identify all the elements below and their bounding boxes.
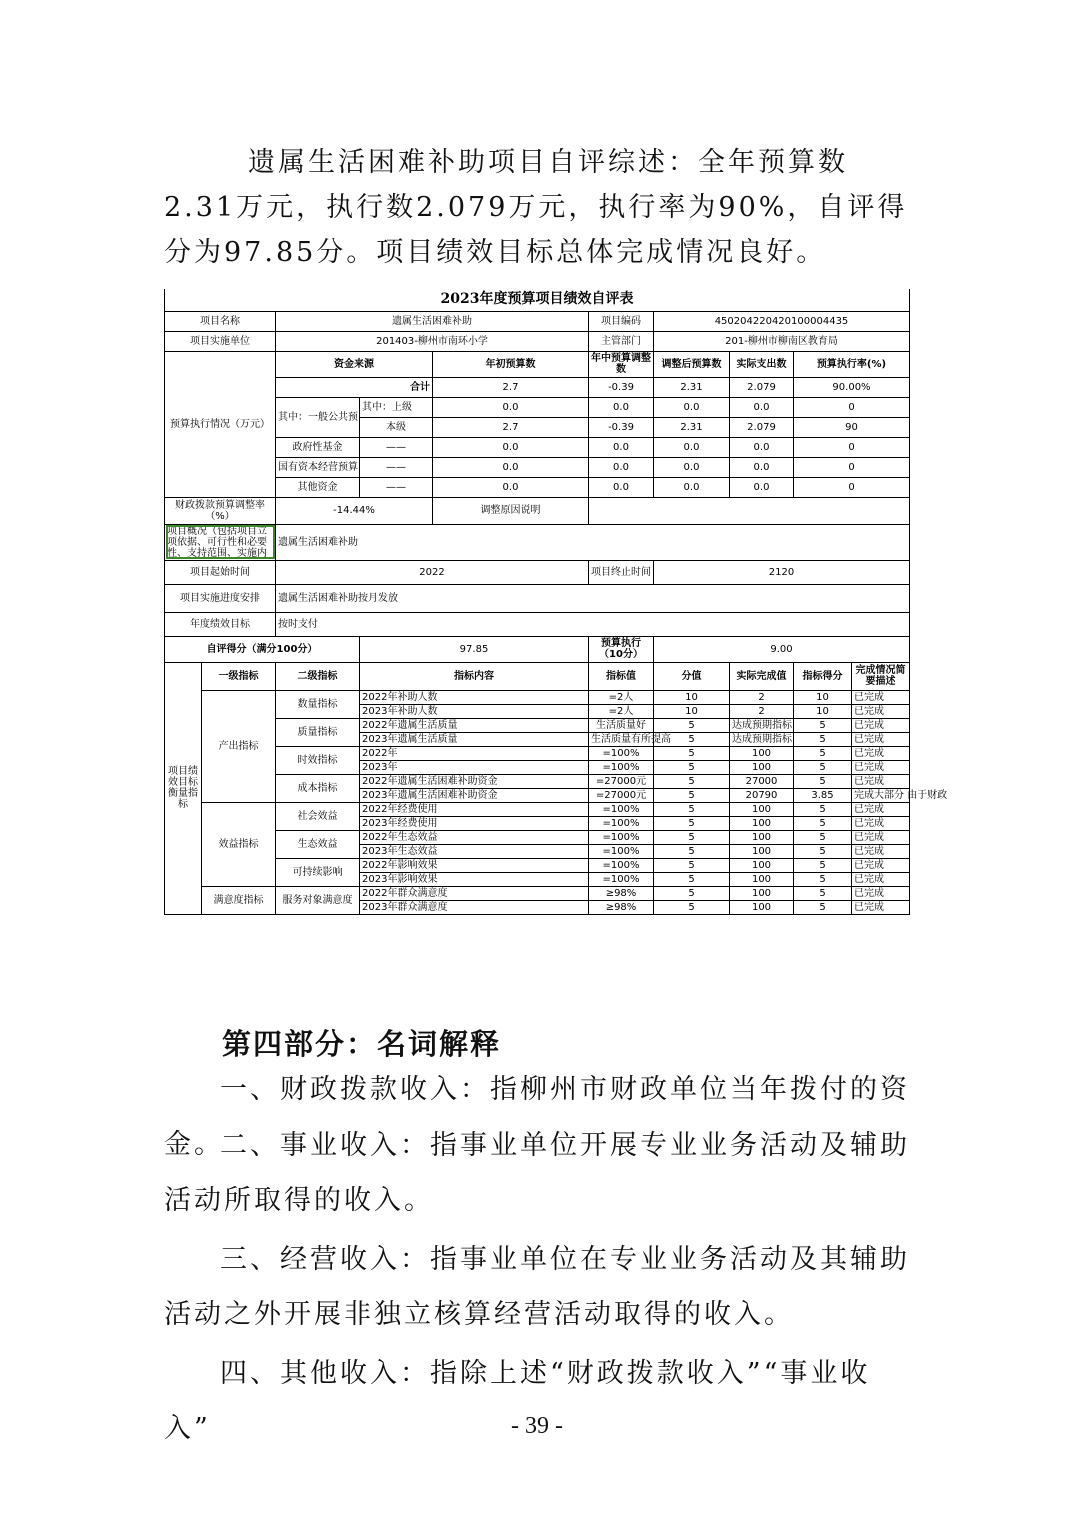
label-exec-score: 预算执行（10分）: [589, 636, 654, 662]
dept: 201-柳州市柳南区教育局: [654, 331, 910, 351]
ind-got: 10: [794, 690, 852, 704]
ind-desc: [852, 788, 948, 802]
ind-value: 生活质量好: [589, 718, 654, 732]
ind-actual: 100: [730, 816, 794, 830]
exec-score: 9.00: [654, 636, 910, 662]
ind-actual: 100: [730, 802, 794, 816]
label-overview: 项目概况（包括项目立项依据、可行性和必要性、支持范围、实施内: [165, 524, 276, 560]
ind-hdr-value: 指标值: [589, 662, 654, 690]
ind-got: 5: [794, 830, 852, 844]
ind-score: 5: [654, 746, 730, 760]
total-actual: 2.079: [730, 377, 794, 397]
ind-score: 5: [654, 900, 730, 914]
ind-value: =27000元: [589, 788, 654, 802]
ind-score: 5: [654, 732, 730, 746]
local-initial: 2.7: [433, 417, 589, 437]
ind-score: 5: [654, 802, 730, 816]
hdr-adjust: 年中预算调整数: [589, 351, 654, 377]
ind-score: 5: [654, 774, 730, 788]
ind-actual: 100: [730, 830, 794, 844]
fund-other-label: 其他资金: [276, 477, 360, 497]
ind-desc: 已完成: [852, 886, 910, 900]
unit: 201403-柳州市南环小学: [276, 331, 589, 351]
upper-adjusted: 0.0: [654, 397, 730, 417]
ind-got: 3.85: [794, 788, 852, 802]
ind-value: =100%: [589, 844, 654, 858]
hdr-source: 资金来源: [276, 351, 433, 377]
ind-content: 2023年影响效果: [360, 872, 589, 886]
fund-other-rate: 0: [794, 477, 910, 497]
ind-got: 5: [794, 760, 852, 774]
lvl2-quantity: 数量指标: [276, 690, 360, 718]
fund-state-initial: 0.0: [433, 457, 589, 477]
upper-label: 其中：上级: [360, 397, 433, 417]
end: 2120: [654, 560, 910, 584]
ind-actual: 100: [730, 872, 794, 886]
ind-got: 5: [794, 802, 852, 816]
ind-actual: 27000: [730, 774, 794, 788]
ind-value: =27000元: [589, 774, 654, 788]
fund-state-adjust: 0.0: [589, 457, 654, 477]
ind-content: 2023年群众满意度: [360, 900, 589, 914]
ind-actual: 2: [730, 690, 794, 704]
page-number: - 39 -: [511, 1413, 563, 1439]
lvl2-social: 社会效益: [276, 802, 360, 830]
ind-actual: 20790: [730, 788, 794, 802]
intro-paragraph: 遗属生活困难补助项目自评综述：全年预算数2.31万元，执行数2.079万元，执行率为90%，自评得分为97.85分。项目绩效目标总体完成情况良好。: [164, 147, 908, 268]
ind-got: 5: [794, 816, 852, 830]
ind-content: 2023年遗属生活质量: [360, 732, 589, 746]
ind-desc-text: 完成大部分: [854, 789, 904, 801]
fund-gov-initial: 0.0: [433, 437, 589, 457]
label-indicators: 项目绩效目标衡量指标: [165, 662, 202, 914]
label-dept: 主管部门: [589, 331, 654, 351]
fund-gov-label: 政府性基金: [276, 437, 360, 457]
ind-actual: 100: [730, 844, 794, 858]
fund-gov-dash: ——: [360, 437, 433, 457]
ind-score: 5: [654, 844, 730, 858]
ind-content: 2022年影响效果: [360, 858, 589, 872]
lvl2-cost: 成本指标: [276, 774, 360, 802]
total-adjusted: 2.31: [654, 377, 730, 397]
schedule: 遗属生活困难补助按月发放: [276, 584, 910, 612]
hdr-actual: 实际支出数: [730, 351, 794, 377]
fund-state-dash: ——: [360, 457, 433, 477]
upper-adjust: 0.0: [589, 397, 654, 417]
label-adj-rate: 财政拨款预算调整率（%）: [165, 497, 276, 524]
ind-content: 2022年经费使用: [360, 802, 589, 816]
local-adjust: -0.39: [589, 417, 654, 437]
hdr-rate: 预算执行率(%): [794, 351, 910, 377]
label-schedule: 项目实施进度安排: [165, 584, 276, 612]
table-title: 2023年度预算项目绩效自评表: [165, 289, 910, 311]
ind-value: =2人: [589, 690, 654, 704]
ind-desc: 已完成: [852, 802, 910, 816]
project-code: 450204220420100004435: [654, 311, 910, 331]
ind-desc: 已完成: [852, 704, 910, 718]
performance-table: [164, 289, 948, 944]
ind-value: =100%: [589, 830, 654, 844]
definition-1: 一、财政拨款收入：指柳州市财政单位当年拨付的资金。: [164, 1074, 910, 1160]
ind-desc: 已完成: [852, 746, 910, 760]
lvl1-satisfaction: 满意度指标: [202, 886, 276, 914]
label-goal: 年度绩效目标: [165, 612, 276, 636]
ind-value: =100%: [589, 858, 654, 872]
lvl1-output: 产出指标: [202, 690, 276, 802]
fund-gov-actual: 0.0: [730, 437, 794, 457]
ind-got: 5: [794, 774, 852, 788]
ind-content: 2023年补助人数: [360, 704, 589, 718]
lvl2-timeliness: 时效指标: [276, 746, 360, 774]
definition-4: 四、其他收入：指除上述“财政拨款收入”“事业收入”: [164, 1358, 871, 1444]
definition-3: 三、经营收入：指事业单位在专业业务活动及其辅助活动之外开展非独立核算经营活动取得的收入。: [164, 1244, 910, 1330]
ind-actual: 100: [730, 746, 794, 760]
ind-actual: 100: [730, 900, 794, 914]
ind-value: =100%: [589, 816, 654, 830]
ind-desc: 已完成: [852, 830, 910, 844]
ind-hdr-actual: 实际完成值: [730, 662, 794, 690]
local-rate: 90: [794, 417, 910, 437]
ind-desc: 已完成: [852, 900, 910, 914]
ind-actual: 达成预期指标: [730, 718, 794, 732]
local-adjusted: 2.31: [654, 417, 730, 437]
ind-hdr-desc: 完成情况简要描述: [852, 662, 910, 690]
label-score: 自评得分（满分100分）: [165, 636, 360, 662]
ind-hdr-got: 指标得分: [794, 662, 852, 690]
upper-rate: 0: [794, 397, 910, 417]
ind-content: 2023年经费使用: [360, 816, 589, 830]
ind-score: 5: [654, 718, 730, 732]
ind-actual: 100: [730, 858, 794, 872]
ind-score: 10: [654, 690, 730, 704]
fund-other-initial: 0.0: [433, 477, 589, 497]
label-end: 项目终止时间: [589, 560, 654, 584]
ind-value: =100%: [589, 802, 654, 816]
ind-content: 2023年遗属生活困难补助资金: [360, 788, 589, 802]
ind-got: 5: [794, 886, 852, 900]
ind-got: 5: [794, 746, 852, 760]
ind-score: 5: [654, 858, 730, 872]
fund-state-label: 国有资本经营预算: [276, 457, 360, 477]
fund-state-actual: 0.0: [730, 457, 794, 477]
ind-score: 5: [654, 872, 730, 886]
lvl2-ecological: 生态效益: [276, 830, 360, 858]
fund-gov-adjusted: 0.0: [654, 437, 730, 457]
fund-other-adjusted: 0.0: [654, 477, 730, 497]
label-adj-reason: 调整原因说明: [433, 497, 589, 524]
definition-2: 二、事业收入：指事业单位开展专业业务活动及辅助活动所取得的收入。: [164, 1130, 910, 1216]
lvl1-benefit: 效益指标: [202, 802, 276, 886]
ind-hdr-score: 分值: [654, 662, 730, 690]
ind-content: 2022年群众满意度: [360, 886, 589, 900]
hdr-adjusted: 调整后预算数: [654, 351, 730, 377]
ind-desc: 已完成: [852, 774, 910, 788]
ind-desc: 已完成: [852, 858, 910, 872]
section-title: 第四部分：名词解释: [222, 1027, 502, 1061]
overview: 遗属生活困难补助: [276, 524, 910, 560]
ind-score: 5: [654, 886, 730, 900]
ind-value: 生活质量有所提高: [589, 732, 654, 746]
ind-got: 5: [794, 858, 852, 872]
ind-actual: 100: [730, 760, 794, 774]
total-rate: 90.00%: [794, 377, 910, 397]
ind-content: 2022年遗属生活困难补助资金: [360, 774, 589, 788]
ind-value: =100%: [589, 746, 654, 760]
ind-got: 10: [794, 704, 852, 718]
ind-got: 5: [794, 718, 852, 732]
project-name: 遗属生活困难补助: [276, 311, 589, 331]
fund-gov-adjust: 0.0: [589, 437, 654, 457]
ind-desc: 已完成: [852, 760, 910, 774]
ind-score: 5: [654, 816, 730, 830]
total-initial: 2.7: [433, 377, 589, 397]
ind-got: 5: [794, 872, 852, 886]
ind-actual: 100: [730, 886, 794, 900]
general-budget-label: 其中：一般公共预: [276, 397, 360, 437]
ind-value: ≥98%: [589, 900, 654, 914]
ind-deviation: 由于财政: [907, 789, 948, 801]
start: 2022: [276, 560, 589, 584]
ind-value: =100%: [589, 872, 654, 886]
fund-gov-rate: 0: [794, 437, 910, 457]
total-label: 合计: [276, 377, 433, 397]
local-label: 本级: [360, 417, 433, 437]
ind-hdr-lvl1: 一级指标: [202, 662, 276, 690]
ind-content: 2023年: [360, 760, 589, 774]
ind-got: 5: [794, 844, 852, 858]
label-unit: 项目实施单位: [165, 331, 276, 351]
ind-value: =100%: [589, 760, 654, 774]
fund-state-adjusted: 0.0: [654, 457, 730, 477]
ind-value: ≥98%: [589, 886, 654, 900]
ind-desc: 已完成: [852, 872, 910, 886]
ind-got: 5: [794, 732, 852, 746]
ind-score: 10: [654, 704, 730, 718]
upper-initial: 0.0: [433, 397, 589, 417]
fund-state-rate: 0: [794, 457, 910, 477]
score: 97.85: [360, 636, 589, 662]
ind-value: =2人: [589, 704, 654, 718]
lvl2-quality: 质量指标: [276, 718, 360, 746]
ind-content: 2023年生态效益: [360, 844, 589, 858]
ind-hdr-content: 指标内容: [360, 662, 589, 690]
ind-desc: 已完成: [852, 690, 910, 704]
ind-hdr-lvl2: 二级指标: [276, 662, 360, 690]
upper-actual: 0.0: [730, 397, 794, 417]
ind-desc: 已完成: [852, 718, 910, 732]
lvl2-service: 服务对象满意度: [276, 886, 360, 914]
label-project-code: 项目编码: [589, 311, 654, 331]
label-start: 项目起始时间: [165, 560, 276, 584]
ind-desc: 已完成: [852, 732, 910, 746]
ind-content: 2022年遗属生活质量: [360, 718, 589, 732]
ind-desc: 已完成: [852, 816, 910, 830]
adj-reason: [589, 497, 910, 524]
ind-score: 5: [654, 830, 730, 844]
ind-content: 2022年生态效益: [360, 830, 589, 844]
ind-content: 2022年补助人数: [360, 690, 589, 704]
ind-content: 2022年: [360, 746, 589, 760]
label-budget-exec: 预算执行情况（万元）: [165, 351, 276, 497]
fund-other-adjust: 0.0: [589, 477, 654, 497]
label-project-name: 项目名称: [165, 311, 276, 331]
local-actual: 2.079: [730, 417, 794, 437]
lvl2-sustain: 可持续影响: [276, 858, 360, 886]
goal: 按时支付: [276, 612, 910, 636]
ind-actual: 达成预期指标: [730, 732, 794, 746]
adj-rate: -14.44%: [276, 497, 433, 524]
total-adjust: -0.39: [589, 377, 654, 397]
fund-other-actual: 0.0: [730, 477, 794, 497]
ind-score: 5: [654, 760, 730, 774]
fund-other-dash: ——: [360, 477, 433, 497]
ind-actual: 2: [730, 704, 794, 718]
ind-desc: 已完成: [852, 844, 910, 858]
ind-score: 5: [654, 788, 730, 802]
ind-got: 5: [794, 900, 852, 914]
hdr-initial: 年初预算数: [433, 351, 589, 377]
